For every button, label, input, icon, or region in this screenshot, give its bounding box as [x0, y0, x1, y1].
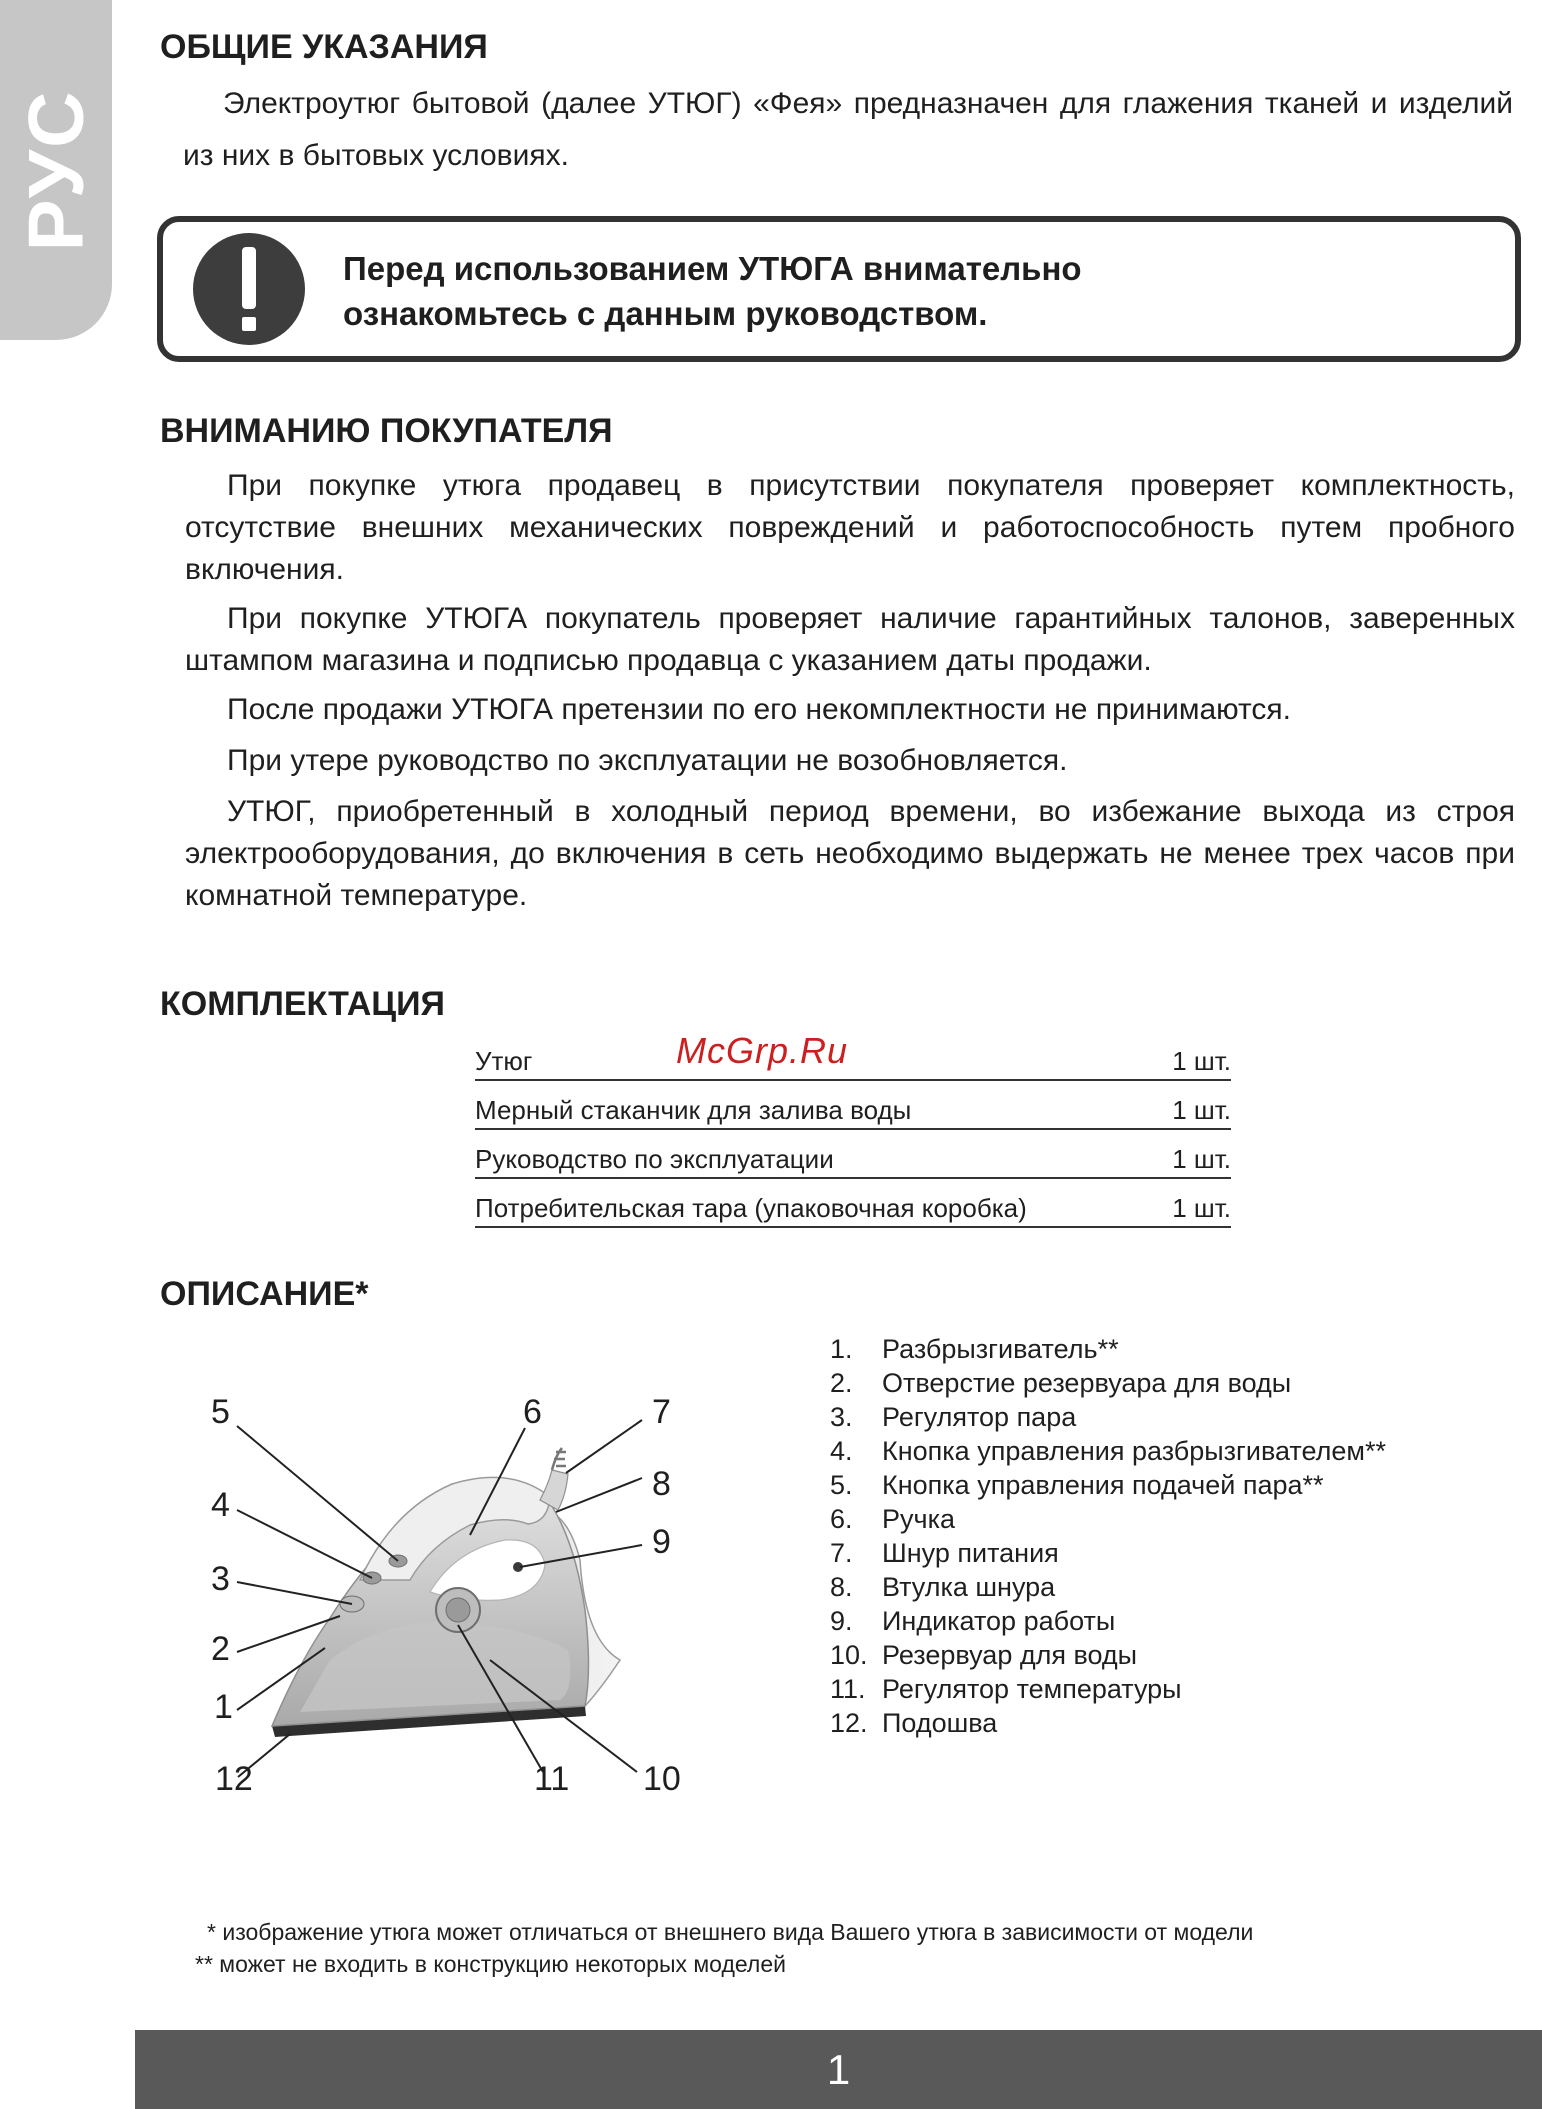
part-label: Индикатор работы — [882, 1606, 1116, 1636]
exclamation-icon — [193, 233, 305, 345]
callout-2: 2 — [211, 1630, 230, 1668]
kit-item-name: Потребительская тара (упаковочная коробка) — [475, 1193, 1027, 1223]
callout-10: 10 — [643, 1760, 681, 1798]
kit-row — [475, 1179, 1231, 1228]
callout-11: 11 — [534, 1760, 570, 1798]
part-number: 5. — [830, 1470, 853, 1500]
page-number: 1 — [826, 2046, 851, 2093]
kit-row — [475, 1032, 1231, 1081]
footer-bar — [135, 2030, 1542, 2109]
part-number: 9. — [830, 1606, 853, 1636]
buyer-paragraph-1: При покупке утюга продавец в присутствии покупателя проверяет комплектность, отсутствие внешних механических повреждений и работоспособность путем пробного включения. — [185, 469, 1515, 586]
part-number: 1. — [830, 1334, 853, 1364]
part-label: Шнур питания — [882, 1538, 1059, 1568]
kit-item-name: Утюг — [475, 1046, 533, 1076]
part-label: Кнопка управления разбрызгивателем** — [882, 1436, 1386, 1466]
kit-item-qty: 1 шт. — [1172, 1095, 1231, 1125]
part-number: 10. — [830, 1640, 868, 1670]
warning-line-1: Перед использованием УТЮГА внимательно — [343, 250, 1082, 287]
kit-item-qty: 1 шт. — [1172, 1046, 1231, 1076]
callout-5: 5 — [211, 1393, 230, 1431]
part-label: Кнопка управления подачей пара** — [882, 1470, 1324, 1500]
buyer-paragraph-2: При покупке УТЮГА покупатель проверяет наличие гарантийных талонов, заверенных штампом магазина и подписью продавца с указанием даты продажи. — [185, 602, 1515, 677]
footnote-2: ** может не входить в конструкцию некоторых моделей — [195, 1951, 786, 1977]
callout-8: 8 — [652, 1465, 671, 1503]
kit-row — [475, 1130, 1231, 1179]
callout-9: 9 — [652, 1523, 671, 1561]
part-number: 2. — [830, 1368, 853, 1398]
callout-12: 12 — [215, 1760, 253, 1798]
part-label: Отверстие резервуара для воды — [882, 1368, 1292, 1398]
part-label: Втулка шнура — [882, 1572, 1056, 1602]
kit-item-qty: 1 шт. — [1172, 1193, 1231, 1223]
kit-title: КОМПЛЕКТАЦИЯ — [160, 985, 445, 1023]
general-text: Электроутюг бытовой (далее УТЮГ) «Фея» предназначен для глажения тканей и изделий из них в бытовых условиях. — [183, 87, 1513, 172]
power-cord — [552, 1448, 566, 1470]
part-number: 3. — [830, 1402, 853, 1432]
buyer-paragraph-4: При утере руководство по эксплуатации не возобновляется. — [227, 744, 1068, 777]
iron-diagram — [200, 1380, 700, 1800]
general-title: ОБЩИЕ УКАЗАНИЯ — [160, 28, 488, 66]
language-tab-label: РУС — [11, 89, 100, 251]
part-label: Подошва — [882, 1708, 998, 1738]
part-number: 12. — [830, 1708, 868, 1738]
buyer-paragraph-3: После продажи УТЮГА претензии по его некомплектности не принимаются. — [227, 693, 1291, 726]
language-tab — [0, 0, 112, 340]
callout-6: 6 — [523, 1393, 542, 1431]
watermark: McGrp.Ru — [676, 1030, 849, 1071]
part-label: Разбрызгиватель** — [882, 1334, 1119, 1364]
part-number: 8. — [830, 1572, 853, 1602]
part-number: 7. — [830, 1538, 853, 1568]
part-label: Регулятор температуры — [882, 1674, 1182, 1704]
kit-item-name: Руководство по эксплуатации — [475, 1144, 834, 1174]
buyer-paragraph-5: УТЮГ, приобретенный в холодный период времени, во избежание выхода из строя электрооборудования, до включения в сеть необходимо выдержать не менее трех часов при комнатной температуре. — [185, 795, 1515, 912]
part-label: Резервуар для воды — [882, 1640, 1138, 1670]
description-title: ОПИСАНИЕ* — [160, 1275, 369, 1313]
warning-line-2: ознакомьтесь с данным руководством. — [343, 295, 988, 332]
footnote-1: * изображение утюга может отличаться от внешнего вида Вашего утюга в зависимости от модели — [207, 1919, 1254, 1945]
part-number: 4. — [830, 1436, 853, 1466]
part-number: 6. — [830, 1504, 853, 1534]
buyer-title: ВНИМАНИЮ ПОКУПАТЕЛЯ — [160, 412, 613, 450]
kit-row — [475, 1081, 1231, 1130]
part-label: Регулятор пара — [882, 1402, 1077, 1432]
callout-4: 4 — [211, 1486, 230, 1524]
kit-item-name: Мерный стаканчик для залива воды — [475, 1095, 912, 1125]
part-number: 11. — [830, 1674, 866, 1704]
kit-list — [475, 1032, 1231, 1228]
callout-1: 1 — [214, 1688, 233, 1726]
callout-7: 7 — [652, 1393, 671, 1431]
part-label: Ручка — [882, 1504, 955, 1534]
kit-item-qty: 1 шт. — [1172, 1144, 1231, 1174]
callout-3: 3 — [211, 1560, 230, 1598]
warning-box — [157, 216, 1521, 362]
